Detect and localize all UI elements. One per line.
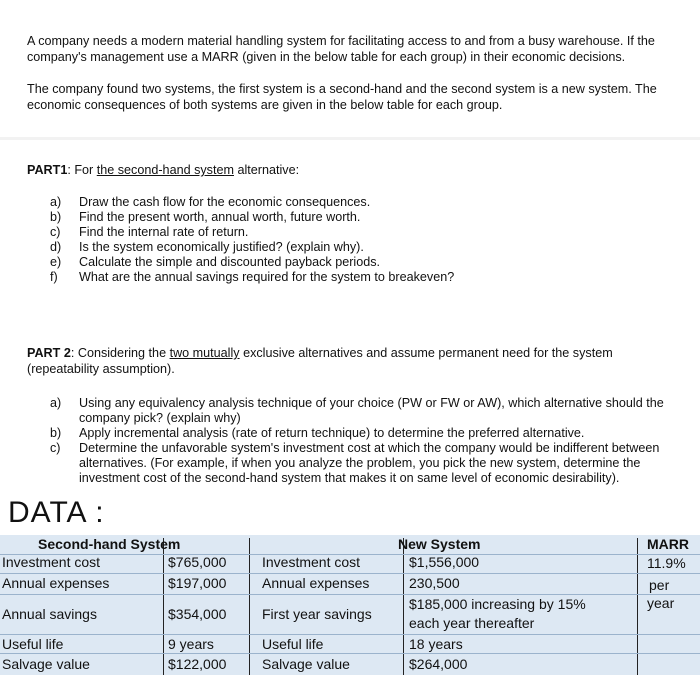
part1-heading bbox=[27, 162, 299, 178]
sh-investment-label: Investment cost bbox=[2, 554, 101, 570]
marr-unit-line1: per bbox=[649, 577, 670, 593]
part2-item-b: b) Apply incremental analysis (rate of return technique) to determine the preferred alternative. bbox=[50, 426, 585, 440]
marr-header: MARR bbox=[647, 536, 689, 552]
ns-savings-label: First year savings bbox=[262, 606, 372, 622]
ns-expenses-label: Annual expenses bbox=[262, 575, 370, 591]
sh-life-value: 9 years bbox=[168, 636, 214, 652]
second-hand-header: Second-hand System bbox=[38, 536, 181, 552]
ns-investment-value: $1,556,000 bbox=[409, 554, 480, 570]
part2-heading bbox=[27, 345, 627, 377]
sh-investment-value: $765,000 bbox=[168, 554, 227, 570]
ns-expenses-value: 230,500 bbox=[409, 575, 460, 591]
ns-investment-label: Investment cost bbox=[262, 554, 361, 570]
part2-prefix: : Considering the bbox=[70, 346, 170, 360]
table-row-line-5 bbox=[0, 653, 700, 654]
ns-savings-value-line2: each year thereafter bbox=[409, 615, 535, 631]
part2-item-c: c) Determine the unfavorable system's investment cost at which the company would be indifferent between alternatives. (For example, if when you analyze the problem, you pick the new system, determine the investment cost of the second-hand system that makes it on same level of economic desirability). bbox=[50, 441, 660, 485]
ns-salvage-value: $264,000 bbox=[409, 656, 468, 672]
sh-expenses-label: Annual expenses bbox=[2, 575, 110, 591]
part1-underlined: the second-hand system bbox=[96, 163, 234, 177]
part2-underlined: two mutually bbox=[169, 346, 240, 360]
part1-suffix: alternative: bbox=[233, 163, 300, 177]
data-title: DATA : bbox=[8, 496, 105, 529]
ns-life-value: 18 years bbox=[409, 636, 463, 652]
part1-item-d: d) Is the system economically justified? (explain why). bbox=[50, 240, 364, 254]
table-divider-1 bbox=[163, 538, 164, 675]
new-system-header: New System bbox=[398, 536, 481, 552]
ns-salvage-label: Salvage value bbox=[262, 656, 350, 672]
part2-item-a: a) Using any equivalency analysis technique of your choice (PW or FW or AW), which alternative should the company pick? (explain why) bbox=[50, 396, 664, 425]
part1-item-b: b) Find the present worth, annual worth, future worth. bbox=[50, 210, 361, 224]
part2-suffix: exclusive alternatives and assume permanent need for the system (repeatability assumption). bbox=[27, 346, 613, 376]
part2-label: PART 2 bbox=[27, 346, 71, 360]
table-divider-2 bbox=[249, 538, 250, 675]
part1-prefix: : For bbox=[67, 163, 97, 177]
section-divider bbox=[0, 137, 700, 140]
part1-item-e: e) Calculate the simple and discounted payback periods. bbox=[50, 255, 381, 269]
sh-life-label: Useful life bbox=[2, 636, 64, 652]
table-row-line-2 bbox=[0, 573, 700, 574]
intro-paragraph-2: The company found two systems, the first system is a second-hand and the second system is a new system. The economic consequences of both systems are given in the below table for each group. bbox=[27, 82, 657, 112]
marr-value: 11.9% bbox=[647, 555, 686, 571]
sh-savings-value: $354,000 bbox=[168, 606, 227, 622]
part1-item-a: a) Draw the cash flow for the economic consequences. bbox=[50, 195, 371, 209]
part1-item-c: c) Find the internal rate of return. bbox=[50, 225, 249, 239]
table-row-line-3 bbox=[0, 594, 700, 595]
part1-item-f: f) What are the annual savings required for the system to breakeven? bbox=[50, 270, 455, 284]
part1-list bbox=[50, 195, 650, 285]
data-table bbox=[0, 535, 700, 675]
table-divider-4 bbox=[637, 538, 638, 675]
part2-list bbox=[50, 396, 670, 486]
part1-label: PART1 bbox=[27, 163, 68, 177]
sh-salvage-label: Salvage value bbox=[2, 656, 90, 672]
sh-savings-label: Annual savings bbox=[2, 606, 97, 622]
sh-salvage-value: $122,000 bbox=[168, 656, 227, 672]
ns-life-label: Useful life bbox=[262, 636, 324, 652]
intro-paragraph-1: A company needs a modern material handling system for facilitating access to and from a busy warehouse. If the company's management use a MARR (given in the below table for each group) in their economic decisions. bbox=[27, 34, 655, 64]
table-divider-3 bbox=[403, 538, 404, 675]
ns-savings-value-line1: $185,000 increasing by 15% bbox=[409, 596, 586, 612]
sh-expenses-value: $197,000 bbox=[168, 575, 227, 591]
table-row-line-4 bbox=[0, 634, 700, 635]
marr-unit-line2: year bbox=[647, 595, 675, 611]
